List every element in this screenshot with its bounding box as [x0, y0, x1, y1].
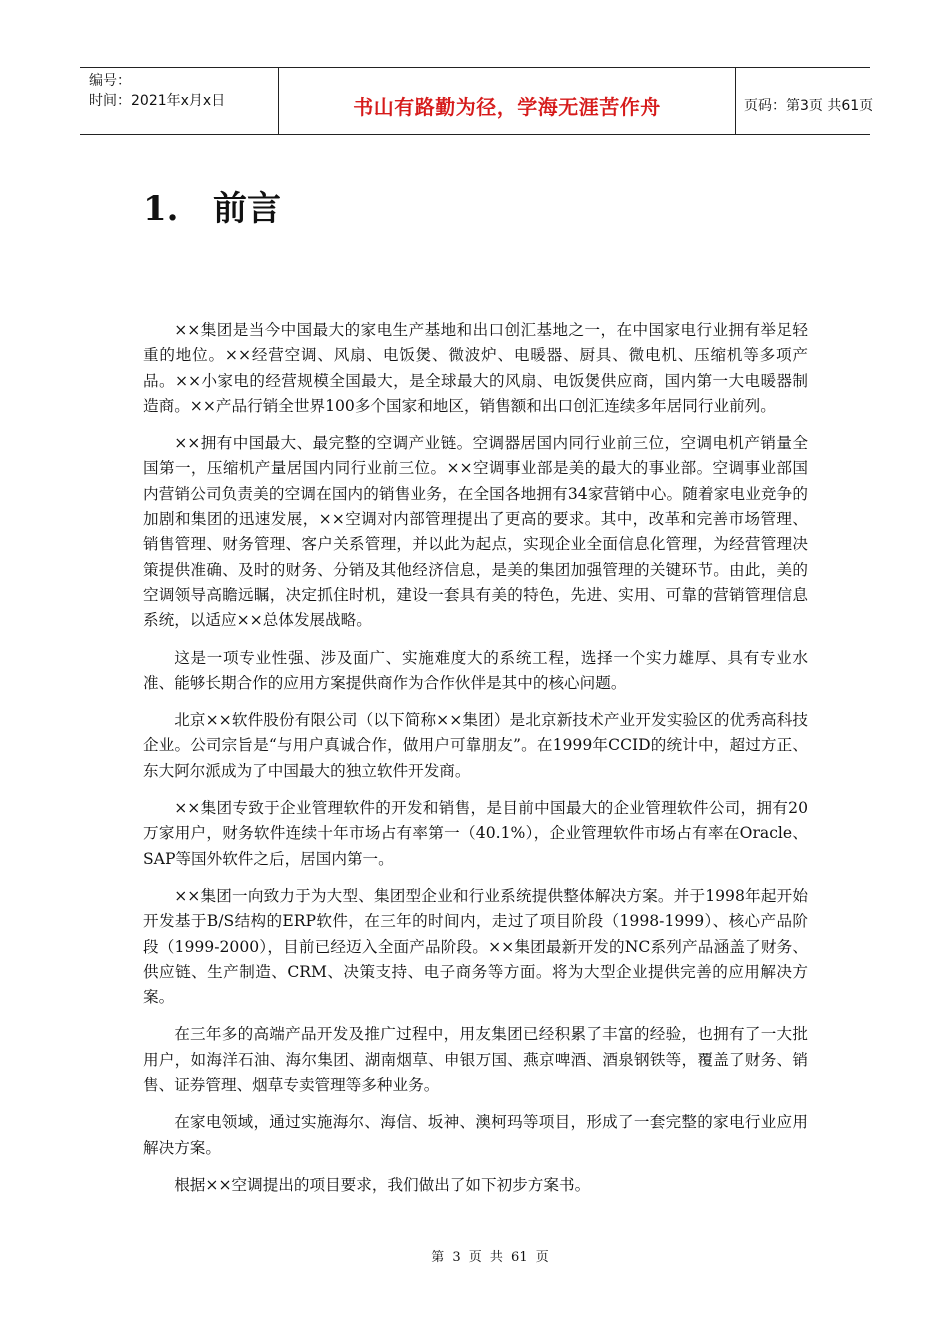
- paragraph: 在家电领域，通过实施海尔、海信、坂神、澳柯玛等项目，形成了一套完整的家电行业应用解决方案。: [143, 1113, 808, 1157]
- section-number: 1.: [143, 189, 179, 229]
- paragraph: 根据××空调提出的项目要求，我们做出了如下初步方案书。: [174, 1175, 591, 1194]
- header-motto-cell: [279, 68, 736, 134]
- paragraph: 这是一项专业性强、涉及面广、实施难度大的系统工程，选择一个实力雄厚、具有专业水准、能够长期合作的应用方案提供商作为合作伙伴是其中的核心问题。: [143, 648, 808, 692]
- section-title: 前言: [213, 189, 281, 229]
- paragraph: ××集团是当今中国最大的家电生产基地和出口创汇基地之一，在中国家电行业拥有举足轻重的地位。××经营空调、风扇、电饭煲、微波炉、电暖器、厨具、微电机、压缩机等多项产品。××小家电的经营规模全国最大，是全球最大的风扇、电饭煲供应商，国内第一大电暖器制造商。××产品行销全世界100多个国家和地区，销售额和出口创汇连续多年居同行业前列。: [143, 321, 808, 415]
- paragraph: ××集团专致于企业管理软件的开发和销售，是目前中国最大的企业管理软件公司，拥有20万家用户，财务软件连续十年市场占有率第一（40.1%），企业管理软件市场占有率在Oracle、SAP等国外软件之后，居国内第一。: [143, 799, 808, 868]
- page-footer: 第 3 页 共 61 页: [431, 1250, 549, 1265]
- document-time-label: 时间：2021年x月x日: [89, 93, 226, 109]
- paragraph: ××集团一向致力于为大型、集团型企业和行业系统提供整体解决方案。并于1998年起开始开发基于B/S结构的ERP软件，在三年的时间内，走过了项目阶段（1998-1999）、核心产品阶段（1999-2000），目前已经迈入全面产品阶段。××集团最新开发的NC系列产品涵盖了财务、供应链、生产制造、CRM、决策支持、电子商务等方面。将为大型企业提供完善的应用解决方案。: [143, 886, 808, 1007]
- header-motto: 书山有路勤为径，学海无涯苦作舟: [353, 94, 661, 119]
- paragraph: 北京××软件股份有限公司（以下简称××集团）是北京新技术产业开发实验区的优秀高科技企业。公司宗旨是“与用户真诚合作，做用户可靠朋友”。在1999年CCID的统计中，超过方正、东大阿尔派成为了中国最大的独立软件开发商。: [143, 711, 808, 780]
- header-page-info: 页码：第3页 共61页: [744, 98, 874, 114]
- header-table: [80, 67, 874, 135]
- paragraph: 在三年多的高端产品开发及推广过程中，用友集团已经积累了丰富的经验，也拥有了一大批用户，如海洋石油、海尔集团、湖南烟草、申银万国、燕京啤酒、酒泉钢铁等，覆盖了财务、销售、证券管理、烟草专卖管理等多种业务。: [143, 1025, 808, 1095]
- body-text: [143, 318, 808, 1210]
- header-meta-cell: [80, 68, 279, 134]
- section-heading: [143, 186, 281, 232]
- header-page-cell: [736, 68, 874, 134]
- paragraph: ××拥有中国最大、最完整的空调产业链。空调器居国内同行业前三位，空调电机产销量全国第一，压缩机产量居国内同行业前三位。××空调事业部是美的最大的事业部。空调事业部国内营销公司负责美的空调在国内的销售业务，在全国各地拥有34家营销中心。随着家电业竞争的加剧和集团的迅速发展，××空调对内部管理提出了更高的要求。其中，改革和完善市场管理、销售管理、财务管理、客户关系管理，并以此为起点，实现企业全面信息化管理，为经营管理决策提供准确、及时的财务、分销及其他经济信息，是美的集团加强管理的关键环节。由此，美的空调领导高瞻远瞩，决定抓住时机，建设一套具有美的特色，先进、实用、可靠的营销管理信息系统，以适应××总体发展战略。: [143, 434, 808, 630]
- document-number-label: 编号：: [89, 73, 131, 89]
